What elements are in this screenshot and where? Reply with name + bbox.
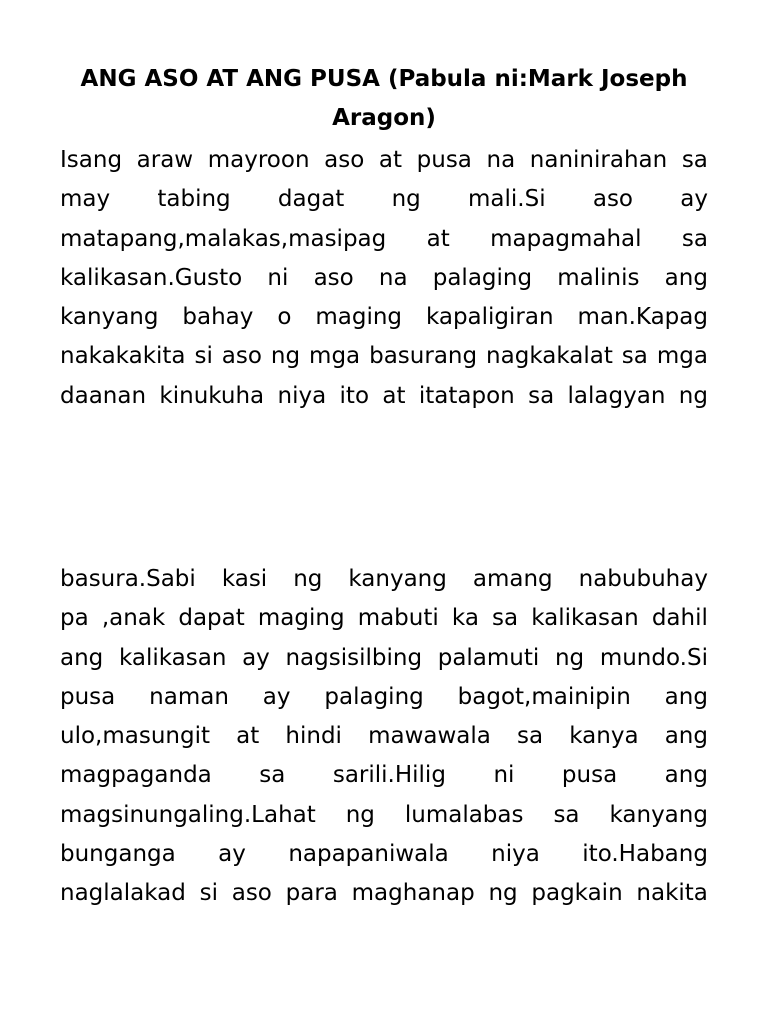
text-line: Isang araw mayroon aso at pusa na naninirahan sa: [60, 147, 708, 173]
text-line: pusa naman ay palaging bagot,mainipin ang: [60, 683, 708, 710]
text-line: basura.Sabi kasi ng kanyang amang nabubuhay: [60, 566, 708, 592]
text-line: matapang,malakas,masipag at mapagmahal sa: [60, 225, 708, 252]
text-line: daanan kinukuha niya ito at itatapon sa lalagyan ng: [60, 382, 708, 409]
text-line: magpaganda sa sarili.Hilig ni pusa ang: [60, 762, 708, 789]
text-line: naglalakad si aso para maghanap ng pagkain nakita: [60, 880, 708, 907]
text-line: kanyang bahay o maging kapaligiran man.Kapag: [60, 304, 708, 331]
text-line: kalikasan.Gusto ni aso na palaging malinis ang: [60, 264, 708, 291]
text-line: ulo,masungit at hindi mawawala sa kanya ang: [60, 723, 708, 750]
document-title: ANG ASO AT ANG PUSA (Pabula ni:Mark Joseph Aragon): [80, 66, 688, 131]
text-line: pa ,anak dapat maging mabuti ka sa kalikasan dahil: [60, 605, 708, 632]
text-line: may tabing dagat ng mali.Si aso ay: [60, 186, 708, 213]
paragraph-1: [60, 141, 708, 416]
text-line: magsinungaling.Lahat ng lumalabas sa kanyang: [60, 801, 708, 828]
paragraph-2: [60, 560, 708, 914]
text-line: bunganga ay napapaniwala niya ito.Habang: [60, 841, 708, 868]
text-line: nakakakita si aso ng mga basurang nagkakalat sa mga: [60, 343, 708, 370]
text-line: ang kalikasan ay nagsisilbing palamuti ng mundo.Si: [60, 644, 708, 671]
